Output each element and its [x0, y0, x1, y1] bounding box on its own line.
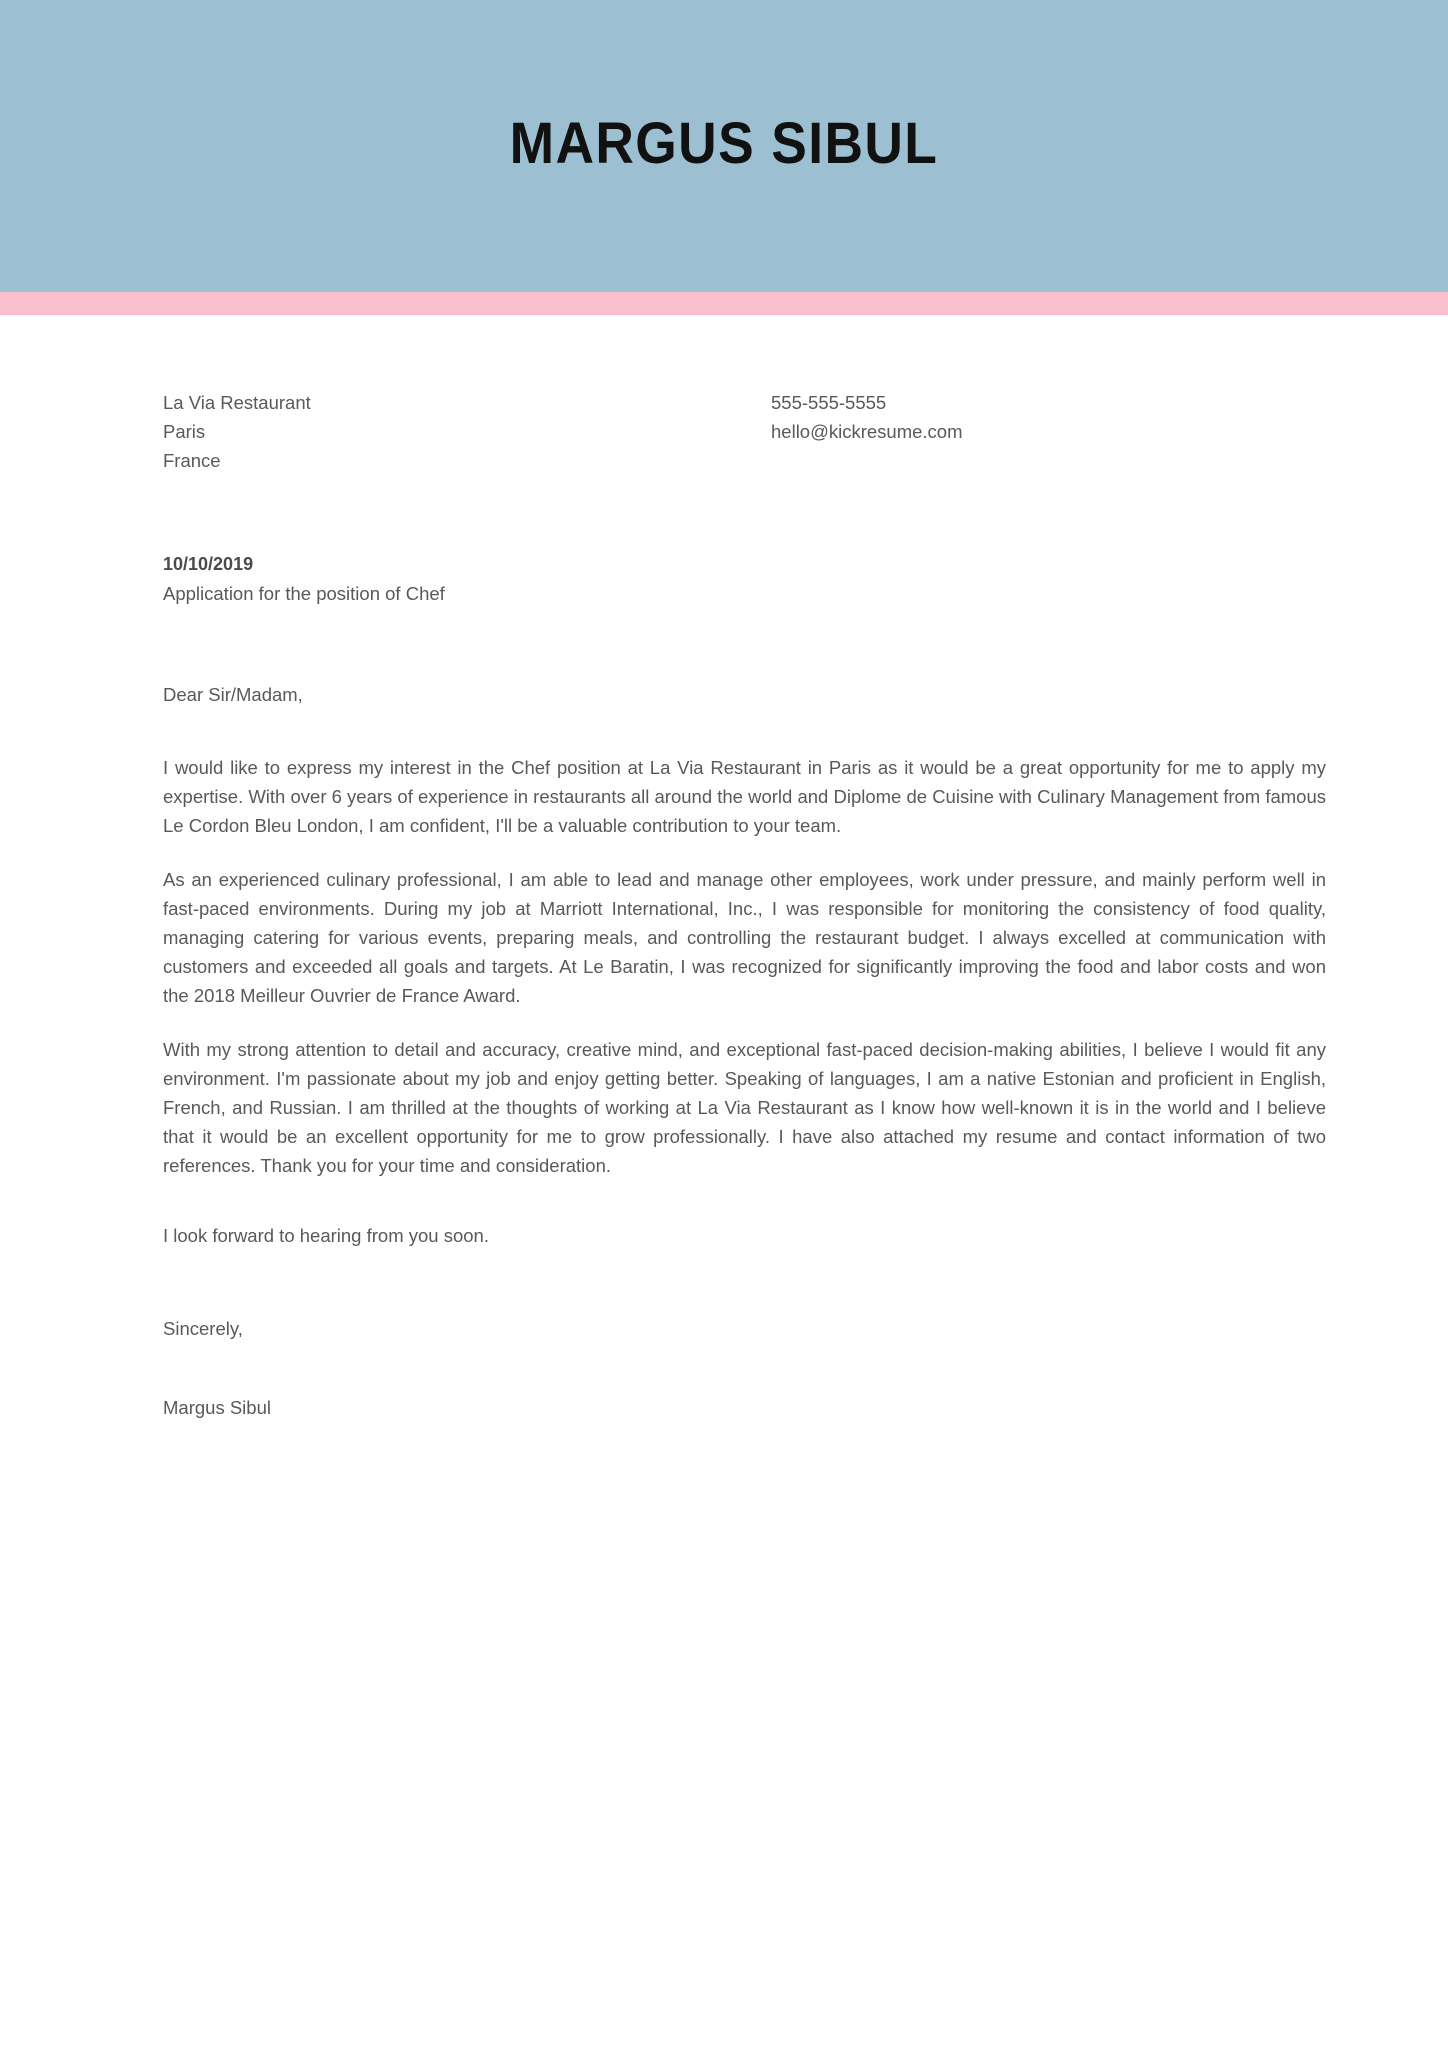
- contact-email: hello@kickresume.com: [771, 421, 963, 442]
- accent-stripe: [0, 292, 1448, 315]
- body-paragraph: With my strong attention to detail and accuracy, creative mind, and exceptional fast-paced decision-making abilities, I believe I would fit any environment. I'm passionate about my job and enjoy getting better. Speaking of languages, I am a native Estonian and proficient in English, French, and Russian. I am thrilled at the thoughts of working at La Via Restaurant as I know how well-known it is in the world and I believe that it would be an excellent opportunity for me to grow professionally. I have also attached my resume and contact information of two references. Thank you for your time and consideration.: [163, 1038, 1326, 1176]
- letter-body: [163, 315, 1338, 1422]
- letter-date: 10/10/2019: [163, 554, 254, 574]
- recipient-city: Paris: [163, 421, 206, 442]
- sender-contact-block: [771, 388, 1331, 475]
- closing-line: I look forward to hearing from you soon.: [163, 1224, 489, 1246]
- signature-name: Margus Sibul: [163, 1396, 271, 1418]
- recipient-address-block: [163, 388, 771, 475]
- address-row: [163, 388, 1338, 475]
- signoff: Sincerely,: [163, 1317, 243, 1339]
- recipient-company: La Via Restaurant: [163, 392, 311, 413]
- letter-meta-block: [163, 550, 1338, 608]
- header-banner: [0, 0, 1448, 292]
- body-paragraph: I would like to express my interest in the Chef position at La Via Restaurant in Paris as it would be a great opportunity for me to apply my expertise. With over 6 years of experience in restaurants all around the world and Diplome de Cuisine with Culinary Management from famous Le Cordon Bleu London, I am confident, I'll be a valuable contribution to your team.: [163, 756, 1326, 836]
- page-title: MARGUS SIBUL: [509, 111, 939, 176]
- body-paragraphs: [163, 753, 1338, 1180]
- body-paragraph: As an experienced culinary professional, I am able to lead and manage other employees, work under pressure, and mainly perform well in fast-paced environments. During my job at Marriott International, Inc., I was responsible for monitoring the consistency of food quality, managing catering for various events, preparing meals, and controlling the restaurant budget. I always excelled at communication with customers and exceeded all goals and targets. At Le Baratin, I was recognized for significantly improving the food and labor costs and won the 2018 Meilleur Ouvrier de France Award.: [163, 868, 1326, 1006]
- letter-subject: Application for the position of Chef: [163, 583, 445, 604]
- salutation: Dear Sir/Madam,: [163, 684, 303, 705]
- recipient-country: France: [163, 450, 221, 471]
- contact-phone: 555-555-5555: [771, 392, 887, 413]
